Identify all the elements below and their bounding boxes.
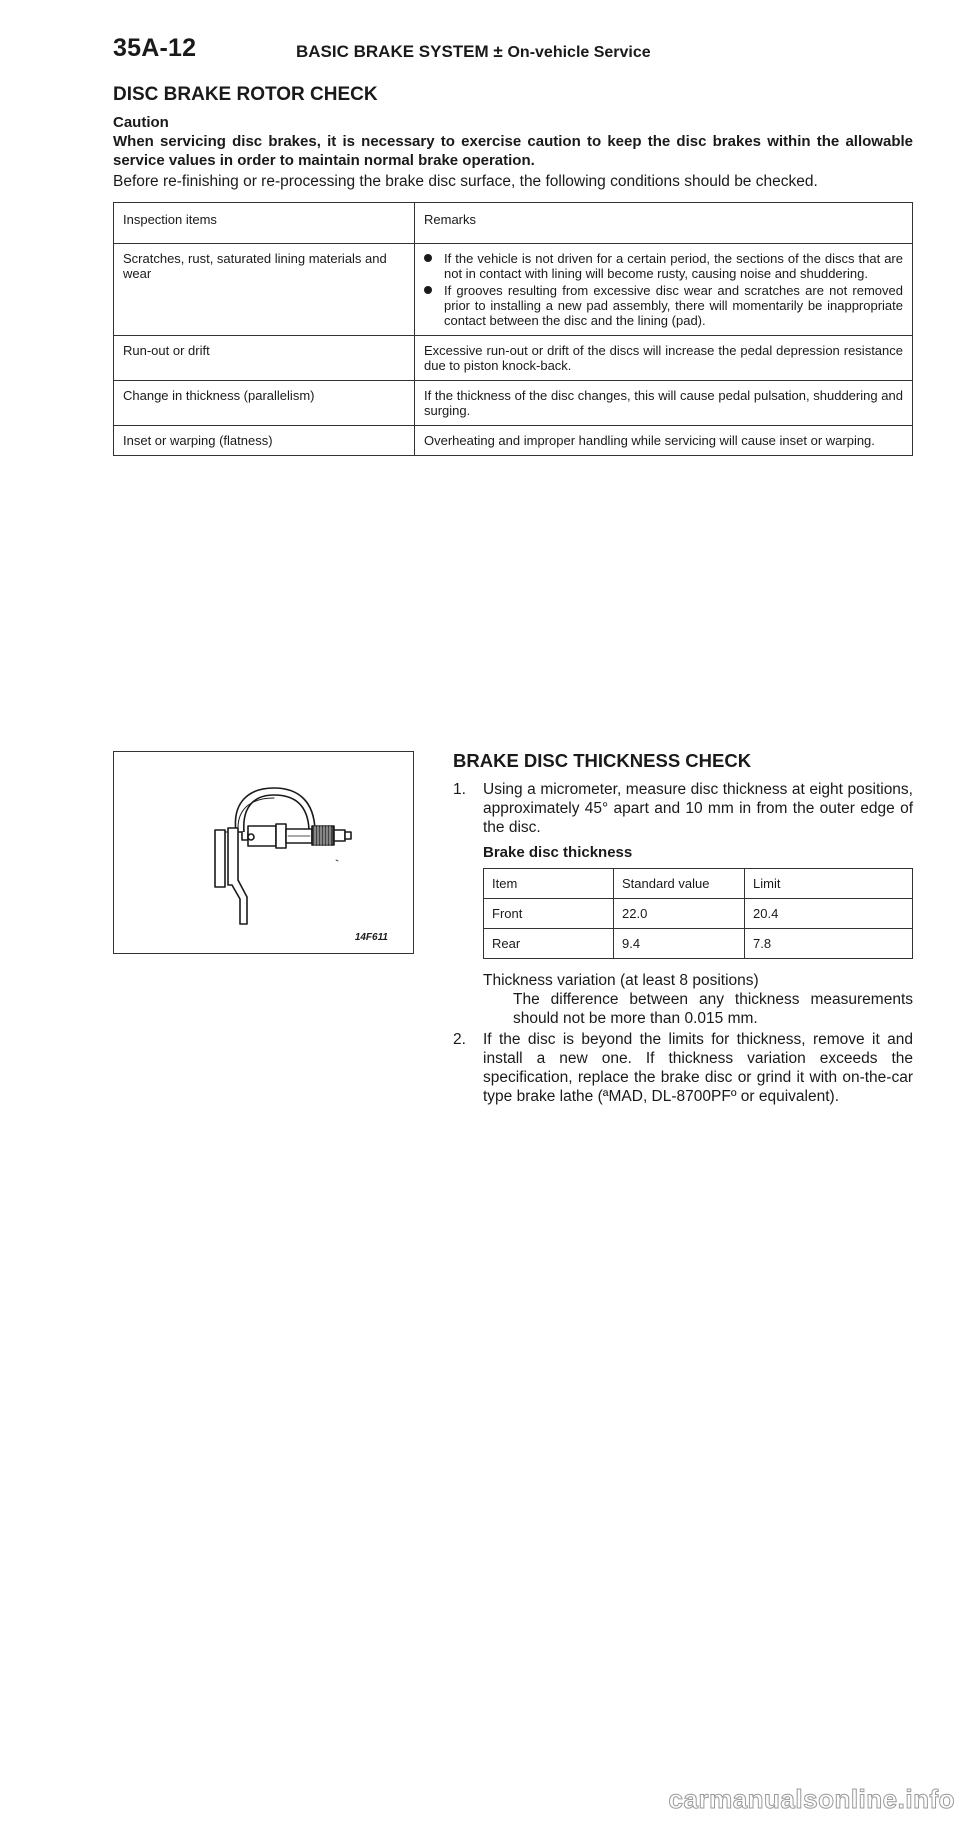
watermark: carmanualsonline.info xyxy=(668,1784,955,1814)
inspection-table xyxy=(113,202,913,456)
spec-limit: 20.4 xyxy=(745,899,913,929)
remark-text: If the vehicle is not driven for a certain period, the sections of the discs that are not in contact with lining will become rusty, causing noise and shuddering. xyxy=(444,251,903,281)
remark-text: If grooves resulting from excessive disc wear and scratches are not removed prior to installing a new pad assembly, there will momentarily be inappropriate contact between the disc and the lining (pad). xyxy=(444,283,903,328)
list-item xyxy=(424,283,903,328)
intro-text: Before re-finishing or re-processing the brake disc surface, the following conditions should be checked. xyxy=(113,173,818,190)
section-title: DISC BRAKE ROTOR CHECK xyxy=(113,84,378,105)
spec-table-title: Brake disc thickness xyxy=(483,844,633,861)
table-header-row xyxy=(114,203,913,244)
page-header xyxy=(113,34,913,64)
remarks-cell xyxy=(415,244,913,336)
header-remarks: Remarks xyxy=(415,203,913,244)
inspection-item: Run-out or drift xyxy=(114,336,415,381)
table-row xyxy=(484,899,913,929)
remarks-list xyxy=(424,251,903,328)
inspection-item: Change in thickness (parallelism) xyxy=(114,381,415,426)
micrometer-illustration-icon xyxy=(114,752,413,953)
inspection-item: Inset or warping (flatness) xyxy=(114,426,415,456)
spec-header-standard: Standard value xyxy=(614,869,745,899)
bullet-icon xyxy=(424,254,432,262)
header-inspection-items: Inspection items xyxy=(114,203,415,244)
step-number: 1. xyxy=(453,781,466,798)
step-1 xyxy=(453,780,913,837)
remark-text: Excessive run-out or drift of the discs will increase the pedal depression resistance due to piston knock-back. xyxy=(415,336,913,381)
spec-limit: 7.8 xyxy=(745,929,913,959)
inspection-item: Scratches, rust, saturated lining materials and wear xyxy=(114,244,415,336)
caution-label: Caution xyxy=(113,114,169,131)
spec-item: Rear xyxy=(484,929,614,959)
table-row xyxy=(114,244,913,336)
page-number: 35A-12 xyxy=(113,34,197,62)
spec-table xyxy=(483,868,913,959)
variation-label: Thickness variation (at least 8 positions) xyxy=(483,972,759,989)
spec-item: Front xyxy=(484,899,614,929)
table-row xyxy=(114,381,913,426)
step-2 xyxy=(453,1030,913,1106)
step-text: If the disc is beyond the limits for thickness, remove it and install a new one. If thickness variation exceeds the specification, replace the brake disc or grind it with on-the-car type brake lathe (ªMAD, DL-8700PFº or equivalent). xyxy=(483,1031,913,1105)
table-row xyxy=(114,336,913,381)
caution-block xyxy=(113,113,913,170)
spec-header-limit: Limit xyxy=(745,869,913,899)
bullet-icon xyxy=(424,286,432,294)
header-title xyxy=(296,42,651,62)
figure-code: 14F611 xyxy=(354,932,388,943)
spec-header-row xyxy=(484,869,913,899)
header-system: BASIC BRAKE SYSTEM ± xyxy=(296,42,503,61)
thickness-variation xyxy=(483,971,913,1028)
step-text: Using a micrometer, measure disc thickness at eight positions, approximately 45° apart and 10 mm in from the outer edge of the disc. xyxy=(483,781,913,836)
spec-standard-value: 22.0 xyxy=(614,899,745,929)
subsection-title: BRAKE DISC THICKNESS CHECK xyxy=(453,750,752,771)
micrometer-figure xyxy=(113,751,414,954)
remark-text: Overheating and improper handling while servicing will cause inset or warping. xyxy=(415,426,913,456)
thickness-check-steps xyxy=(453,780,913,1106)
step-number: 2. xyxy=(453,1031,466,1048)
table-row xyxy=(484,929,913,959)
spec-header-item: Item xyxy=(484,869,614,899)
variation-text: The difference between any thickness measurements should not be more than 0.015 mm. xyxy=(513,991,913,1027)
caution-text: When servicing disc brakes, it is necessary to exercise caution to keep the disc brakes within the allowable service values in order to maintain normal brake operation. xyxy=(113,133,913,169)
header-subtitle: On-vehicle Service xyxy=(507,44,651,61)
list-item xyxy=(424,251,903,281)
remark-text: If the thickness of the disc changes, this will cause pedal pulsation, shuddering and surging. xyxy=(415,381,913,426)
table-row xyxy=(114,426,913,456)
spec-standard-value: 9.4 xyxy=(614,929,745,959)
